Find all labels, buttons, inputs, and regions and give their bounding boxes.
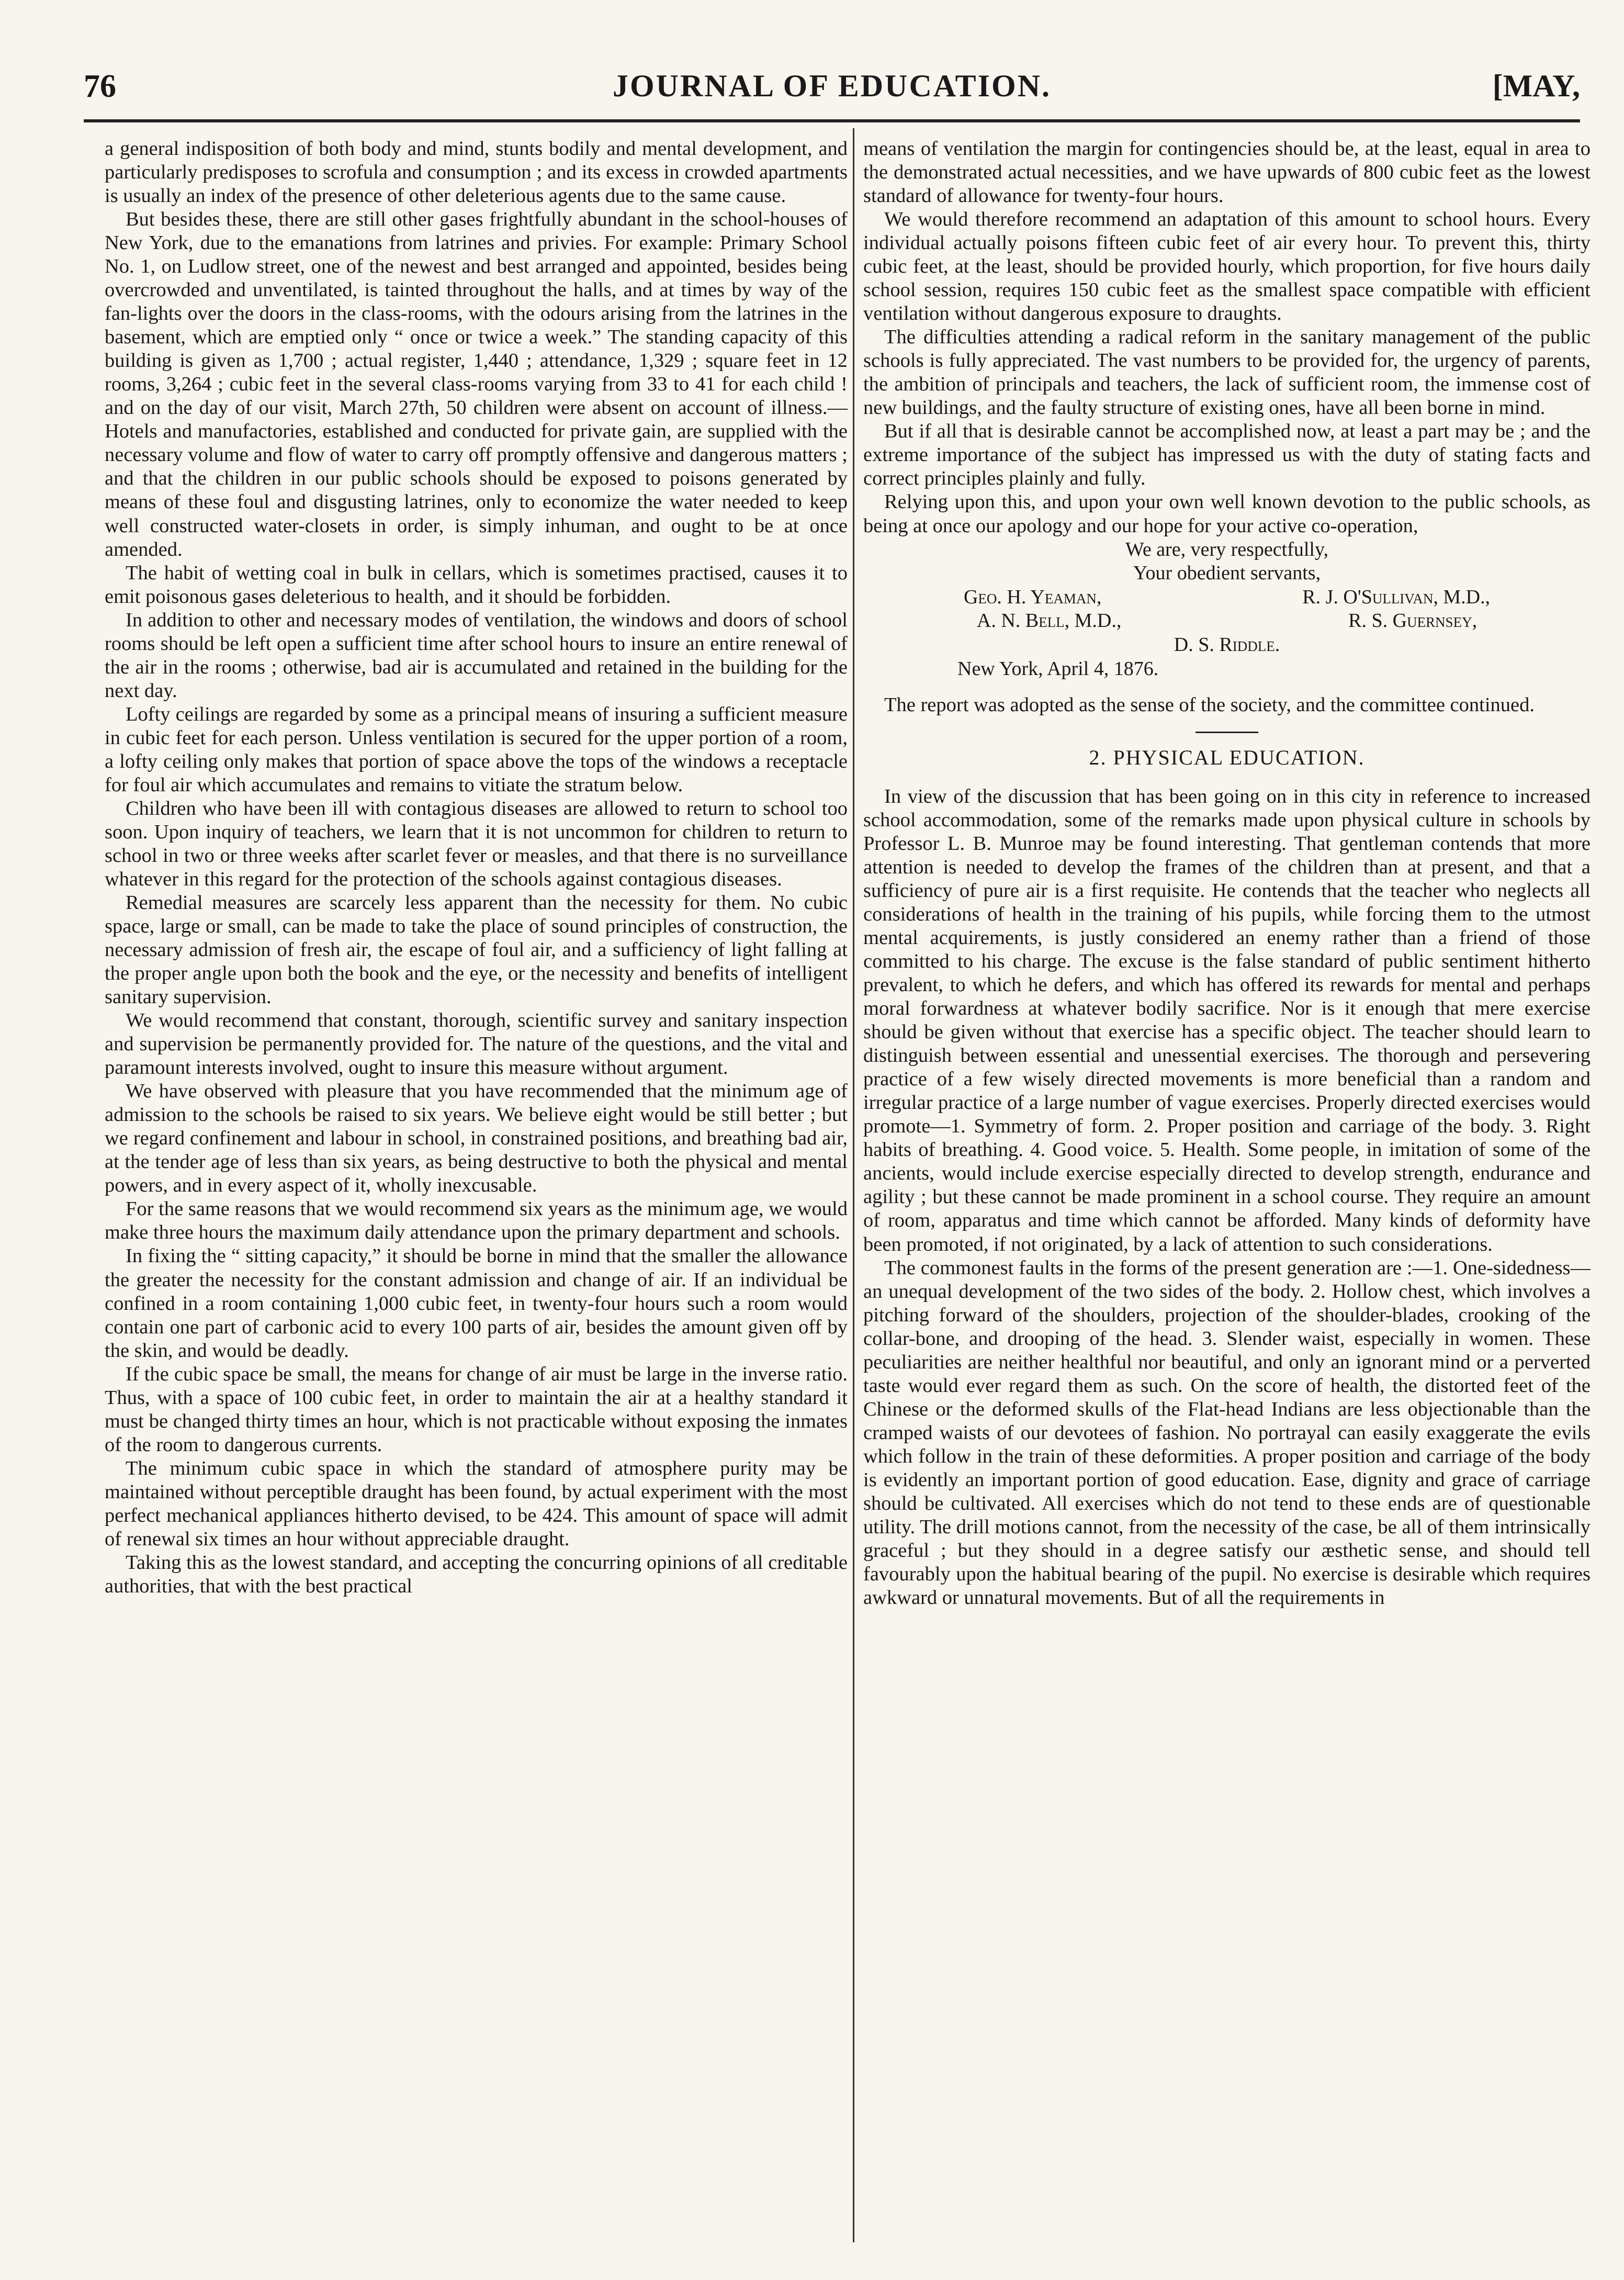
paragraph: We have observed with pleasure that you have recommended that the minimum age of admission to the schools be raised to six years. We believe eight would be still better ; but we regard confinement and labour in school, in constrained positions, and breathing bad air, at the tender age of less than six years, as being destructive to both the physical and mental powers, and in every aspect of it, wholly inexcusable. (105, 1080, 848, 1197)
closing-line: We are, very respectfully, (1125, 538, 1328, 560)
paragraph: Lofty ceilings are regarded by some as a principal means of insuring a sufficient measure in cubic feet for each person. Unless ventilation is secured for the upper portion of a room, a lofty ceiling only makes that portion of space above the tops of the windows a receptacle for foul air which accumulates and remains to vitiate the stratum below. (105, 703, 848, 796)
paragraph: For the same reasons that we would recommend six years as the minimum age, we would make three hours the maximum daily attendance upon the primary department and schools. (105, 1198, 848, 1244)
paragraph: a general indisposition of both body and mind, stunts bodily and mental development, and particularly predisposes to scrofula and consumption ; and its excess in crowded apartments is usually an index of the presence of other deleterious agents due to the same cause. (105, 138, 848, 207)
paragraph: If the cubic space be small, the means for change of air must be large in the inverse ratio. Thus, with a space of 100 cubic feet, in order to maintain the air at a healthy standard it must be changed thirty times an hour, which is not practicable without exposing the inmates of the room to dangerous currents. (105, 1363, 848, 1456)
journal-title: JOURNAL OF EDUCATION. (612, 69, 1052, 103)
column-divider (853, 128, 854, 2242)
signatory: R. J. O'Sullivan, M.D., (1302, 586, 1491, 608)
adoption-note: The report was adopted as the sense of the society, and the committee continued. (884, 694, 1535, 716)
closing-line-2: Your obedient servants, (1133, 562, 1321, 585)
paragraph: We would therefore recommend an adaptation of this amount to school hours. Every individual actually poisons fifteen cubic feet of air every hour. To prevent this, thirty cubic feet, at the least, should be provided hourly, which proportion, for five hours daily school session, requires 150 cubic feet as the smallest space compatible with efficient ventilation without dangerous exposure to draughts. (863, 208, 1591, 325)
section-title: 2. PHYSICAL EDUCATION. (1089, 746, 1365, 770)
paragraph: The difficulties attending a radical reform in the sanitary management of the public schools is fully appreciated. The vast numbers to be provided for, the urgency of parents, the ambition of principals and teachers, the lack of sufficient room, the immense cost of new buildings, and the faulty structure of existing ones, have all been borne in mind. (863, 326, 1591, 419)
signature-block (863, 538, 1591, 681)
paragraph: Children who have been ill with contagious diseases are allowed to return to school too soon. Upon inquiry of teachers, we learn that it is not uncommon for children to return to school in two or three weeks after scarlet fever or measles, and that there is no surveillance whatever in this regard for the protection of the schools against contagious diseases. (105, 797, 848, 890)
paragraph: But if all that is desirable cannot be accomplished now, at least a part may be ; and the extreme importance of the subject has impressed us with the duty of stating facts and correct principles plainly and fully. (863, 420, 1591, 490)
paragraph: The commonest faults in the forms of the present generation are :—1. One-sidedness—an unequal development of the two sides of the body. 2. Hollow chest, which involves a pitching forward of the shoulders, projection of the shoulder-blades, crooking of the collar-bone, and drooping of the head. 3. Slender waist, especially in women. These peculiarities are neither healthful nor beautiful, and only an ignorant mind or a perverted taste would ever regard them as such. On the score of health, the distorted feet of the Chinese or the deformed skulls of the Flat-head Indians are less objectionable than the cramped waists of our devotees of fashion. No portrayal can easily exaggerate the evils which follow in the train of these deformities. A proper position and carriage of the body is evidently an important portion of good education. Ease, dignity and grace of carriage should be cultivated. All exercises which do not tend to these ends are of questionable utility. The drill motions cannot, from the necessity of the case, be all of them intrinsically graceful ; but they should in a degree satisfy our æsthetic sense, and should tell favourably upon the habitual bearing of the pupil. No exercise is desirable which requires awkward or unnatural movements. But of all the requirements in (863, 1256, 1591, 1609)
signatory: R. S. Guernsey, (1348, 610, 1478, 632)
signatory: D. S. Riddle. (1174, 633, 1280, 656)
paragraph: In view of the discussion that has been going on in this city in reference to increased school accommodation, some of the remarks made upon physical culture in schools by Professor L. B. Munroe may be found interesting. That gentleman contends that more attention is needed to develop the frames of the children than at present, and that a sufficiency of pure air is a first requisite. He contends that the teacher who neglects all considerations of health in the training of his pupils, while forcing them to the utmost mental acquirements, is justly considered an enemy rather than a friend of those committed to his charge. The excuse is the false standard of public sentiment hitherto prevalent, to which he defers, and which has offered its rewards for mental and perhaps moral forwardness at whatever bodily sacrifice. Nor is it enough that mere exercise should be given without that exercise has a specific object. The teacher should learn to distinguish between essential and unessential exercises. The thorough and persevering practice of a few wisely directed movements is more beneficial than a random and irregular practice of a large number of vague exercises. Properly directed exercises would promote—1. Symmetry of form. 2. Proper position and carriage of the body. 3. Right habits of breathing. 4. Good voice. 5. Health. Some people, in imitation of some of the ancients, would include exercise especially directed to develop strength, endurance and agility ; but these cannot be made prominent in a school course. They require an amount of room, apparatus and time which cannot be afforded. Many kinds of deformity have been promoted, if not originated, by a lack of attention to such considerations. (863, 785, 1591, 1255)
paragraph: But besides these, there are still other gases frightfully abundant in the school-houses of New York, due to the emanations from latrines and privies. For example: Primary School No. 1, on Ludlow street, one of the newest and best arranged and appointed, besides being overcrowded and unventilated, is tainted throughout the halls, and at times by way of the fan-lights over the doors in the class-rooms, with the odours arising from the latrines in the basement, which are emptied only “ once or twice a week.” The standing capacity of this building is given as 1,700 ; actual register, 1,440 ; attendance, 1,329 ; square feet in 12 rooms, 3,264 ; cubic feet in the several class-rooms varying from 33 to 41 for each child ! and on the day of our visit, March 27th, 50 children were absent on account of illness.—Hotels and manufactories, established and conducted for private gain, are supplied with the necessary volume and flow of water to carry off promptly offensive and dangerous matters ; and that the children in our public schools should be exposed to poisons generated by means of these foul and disgusting latrines, only to economize the water needed to keep well constructed water-closets in order, is simply inhuman, and ought to be at once amended. (105, 208, 848, 560)
page-number: 76 (84, 69, 116, 104)
paragraph: We would recommend that constant, thorough, scientific survey and sanitary inspection and supervision be permanently provided for. The nature of the questions, and the vital and paramount interests involved, ought to insure this measure without argument. (105, 1009, 848, 1079)
paragraph: In addition to other and necessary modes of ventilation, the windows and doors of school rooms should be left open a sufficient time after school hours to insure an entire renewal of the air in the rooms ; otherwise, bad air is accumulated and retained in the building for the next day. (105, 609, 848, 702)
left-column (105, 137, 848, 1598)
paragraph: Taking this as the lowest standard, and accepting the concurring opinions of all creditable authorities, that with the best practical (105, 1551, 848, 1597)
paragraph: Remedial measures are scarcely less apparent than the necessity for them. No cubic space, large or small, can be made to take the place of sound principles of construction, the necessary admission of fresh air, the escape of foul air, and a sufficiency of light falling at the proper angle upon both the book and the eye, or the necessity and benefits of intelligent sanitary supervision. (105, 892, 848, 1008)
page-header (84, 58, 1580, 115)
paragraph: Relying upon this, and upon your own well known devotion to the public schools, as being at once our apology and our hope for your active co-operation, (863, 491, 1591, 537)
signatory: Geo. H. Yeaman, (963, 586, 1102, 608)
dateline: New York, April 4, 1876. (957, 657, 1159, 680)
section-separator (1196, 732, 1258, 733)
paragraph: In fixing the “ sitting capacity,” it should be borne in mind that the smaller the allowance the greater the necessity for the constant admission and change of air. If an individual be confined in a room containing 1,000 cubic feet, in twenty-four hours such a room would contain one part of carbonic acid to every 100 parts of air, besides the amount given off by the skin, and would be deadly. (105, 1245, 848, 1362)
paragraph: means of ventilation the margin for contingencies should be, at the least, equal in area to the demonstrated actual necessities, and we have upwards of 800 cubic feet as the lowest standard of allowance for twenty-four hours. (863, 138, 1591, 207)
issue-month: [MAY, (1492, 69, 1580, 103)
signatory: A. N. Bell, M.D., (976, 610, 1122, 632)
header-rule (84, 119, 1580, 122)
paragraph: The habit of wetting coal in bulk in cellars, which is sometimes practised, causes it to emit poisonous gases deleterious to health, and it should be forbidden. (105, 561, 848, 608)
paragraph: The minimum cubic space in which the standard of atmosphere purity may be maintained without perceptible draught has been found, by actual experiment with the most perfect mechanical appliances hitherto devised, to be 424. This amount of space will admit of renewal six times an hour without appreciable draught. (105, 1457, 848, 1550)
right-column (863, 137, 1591, 1610)
